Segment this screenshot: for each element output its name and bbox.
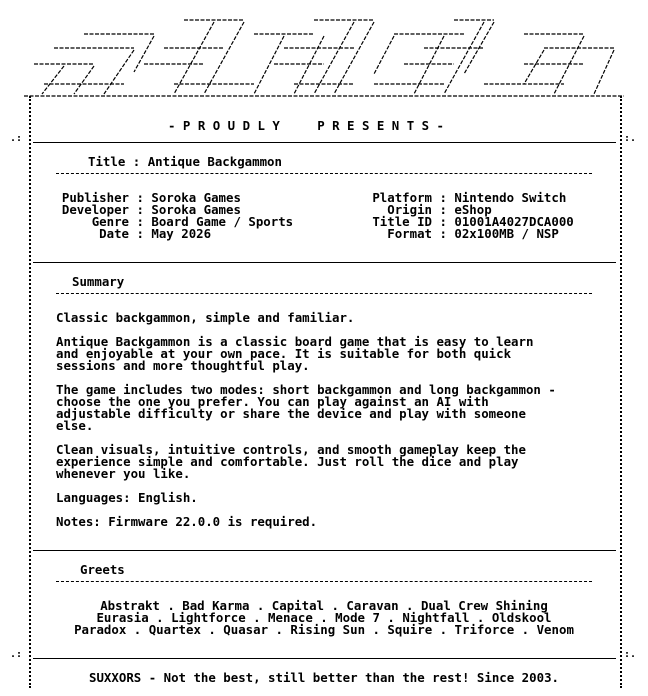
summary-paragraph-2: Antique Backgammon is a classic board game that is easy to learn and enjoyable at your own pace. It is suitable for both quick sessions and more thoughtful play. [56, 334, 534, 373]
title-id-label: Title ID [372, 214, 432, 229]
footer-tagline: SUXXORS - Not the best, still better than the rest! Since 2003. [89, 670, 559, 685]
left-dotted-border [29, 96, 31, 688]
notes-line: Notes: Firmware 22.0.0 is required. [56, 514, 318, 529]
left-corner-dots: .: [10, 133, 23, 144]
developer-label: Developer [61, 202, 129, 217]
summary-paragraph-1: Classic backgammon, simple and familiar. [56, 310, 355, 325]
developer-value: Soroka Games [151, 202, 241, 217]
dashed-rule [56, 173, 592, 174]
genre-value: Board Game / Sports [151, 214, 294, 229]
divider [33, 142, 616, 143]
date-value: May 2026 [151, 226, 212, 241]
origin-label: Origin [387, 202, 432, 217]
summary-heading: Summary [72, 274, 125, 289]
format-row: Format : 02x100MB / NSP [366, 228, 559, 240]
publisher-label: Publisher [61, 190, 129, 205]
greets-heading: Greets [80, 562, 125, 577]
platform-value: Nintendo Switch [454, 190, 567, 205]
title-id-value: 01001A4027DCA000 [454, 214, 574, 229]
title-id-row: Title ID : 01001A4027DCA000 [366, 216, 574, 228]
summary-paragraph-4: Clean visuals, intuitive controls, and smooth gameplay keep the experience simple and comfortable. Just roll the dice and play whenever you like. [56, 442, 526, 481]
format-value: 02x100MB / NSP [454, 226, 559, 241]
date-label: Date [99, 226, 129, 241]
publisher-value: Soroka Games [151, 190, 241, 205]
genre-row: Genre : Board Game / Sports [56, 216, 316, 228]
greets-line-1: Abstrakt . Bad Karma . Capital . Caravan . Dual Crew Shining [100, 598, 548, 613]
origin-value: eShop [454, 202, 492, 217]
summary-paragraph-3: The game includes two modes: short backgammon and long backgammon - choose the one you prefer. You can play against an AI with adjustable difficulty or share the device and play with someone else. [56, 382, 556, 433]
languages-line: Languages: English. [56, 490, 198, 505]
date-row: Date : May 2026 [56, 228, 316, 240]
platform-row: Platform : Nintendo Switch [366, 192, 566, 204]
left-corner-dots-bottom: .: [10, 649, 23, 660]
platform-label: Platform [372, 190, 432, 205]
right-dotted-border [620, 96, 622, 688]
dashed-rule [56, 293, 592, 294]
title-label: Title [88, 154, 126, 169]
format-label: Format [387, 226, 432, 241]
developer-row: Developer : Soroka Games [56, 204, 316, 216]
title-row: Title : Antique Backgammon [88, 154, 282, 169]
divider [33, 262, 616, 263]
title-value: Antique Backgammon [147, 154, 282, 169]
greets-line-3: Paradox . Quartex . Quasar . Rising Sun . Squire . Triforce . Venom [74, 622, 574, 637]
dashed-rule [56, 581, 592, 582]
suxxors-ascii-logo-icon [24, 14, 624, 98]
right-corner-dots: :. [624, 133, 637, 144]
publisher-row: Publisher : Soroka Games [56, 192, 316, 204]
divider [33, 550, 616, 551]
right-corner-dots-bottom: :. [624, 649, 637, 660]
genre-label: Genre [91, 214, 129, 229]
presents-heading: - P R O U D L Y P R E S E N T S - [168, 118, 445, 133]
greets-line-2: Eurasia . Lightforce . Menace . Mode 7 . Nightfall . Oldskool [96, 610, 552, 625]
origin-row: Origin : eShop [366, 204, 492, 216]
divider [33, 658, 616, 659]
